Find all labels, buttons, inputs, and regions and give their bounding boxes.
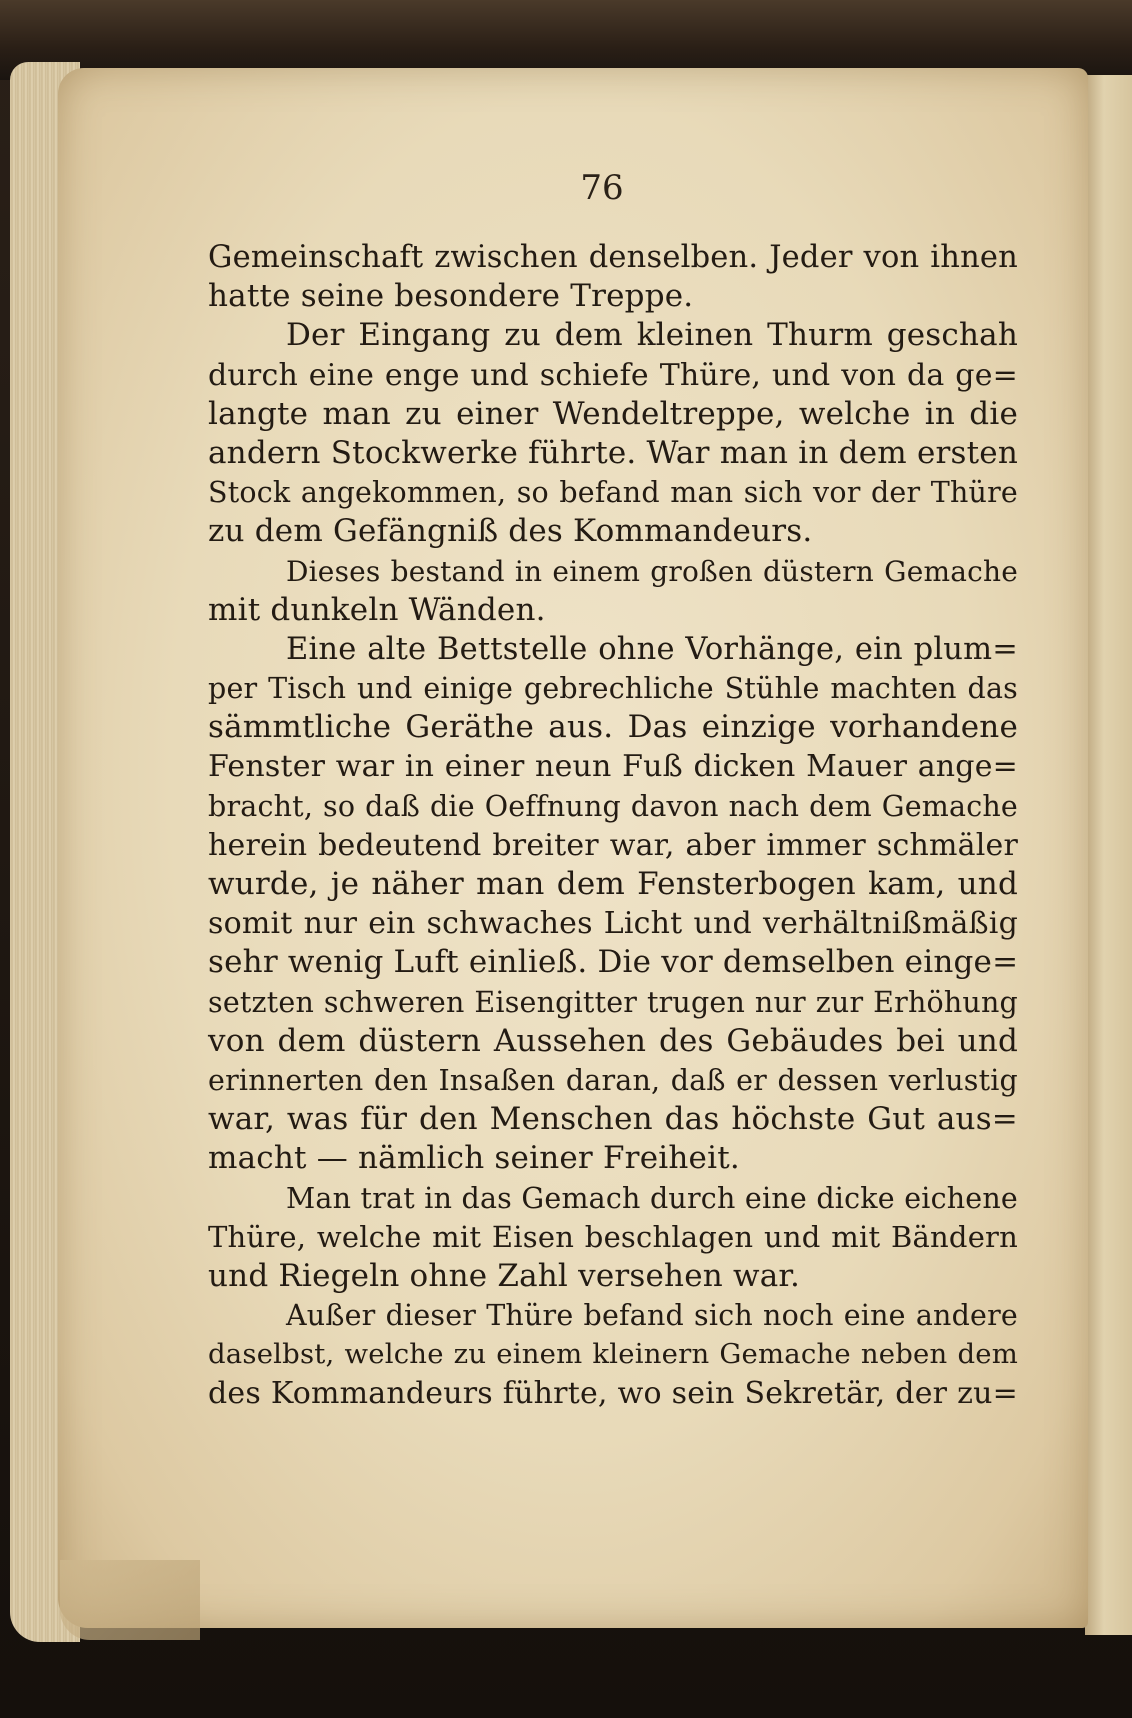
text-line: wurde, je näher man dem Fensterbogen kam, und <box>208 866 1018 902</box>
text-line: per Tisch und einige gebrechliche Stühle machten das <box>208 672 1018 706</box>
facing-page-edge <box>1085 75 1132 1635</box>
text-line: Der Eingang zu dem kleinen Thurm geschah <box>286 317 1018 354</box>
text-line: war, was für den Menschen das höchste Gut aus= <box>208 1101 1018 1138</box>
text-line: herein bedeutend breiter war, aber immer schmäler <box>208 827 1018 863</box>
text-line: sämmtliche Geräthe aus. Das einzige vorhandene <box>208 709 1018 746</box>
page-number: 76 <box>580 168 624 208</box>
text-line: setzten schweren Eisengitter trugen nur zur Erhöhung <box>208 985 1018 1019</box>
page-corner-curl <box>60 1560 200 1640</box>
text-line: somit nur ein schwaches Licht und verhältnißmäßig <box>208 906 1018 942</box>
text-line: Fenster war in einer neun Fuß dicken Mauer ange= <box>208 749 1018 785</box>
text-line: und Riegeln ohne Zahl versehen war. <box>208 1257 801 1294</box>
text-line: zu dem Gefängniß des Kommandeurs. <box>208 513 813 550</box>
text-line: durch eine enge und schiefe Thüre, und von da ge= <box>208 357 1018 393</box>
text-line: Man trat in das Gemach durch eine dicke eichene <box>286 1181 1018 1215</box>
text-line: Thüre, welche mit Eisen beschlagen und mit Bändern <box>208 1219 1018 1254</box>
text-line: erinnerten den Insaßen daran, daß er dessen verlustig <box>208 1063 1018 1097</box>
text-line: andern Stockwerke führte. War man in dem ersten <box>208 434 1018 471</box>
body-text <box>208 238 1018 1414</box>
text-line: hatte seine besondere Treppe. <box>208 278 694 315</box>
text-line: Gemeinschaft zwischen denselben. Jeder von ihnen <box>208 240 1018 275</box>
text-line: Außer dieser Thüre befand sich noch eine andere <box>286 1299 1018 1333</box>
text-line: macht — nämlich seiner Freiheit. <box>208 1140 740 1177</box>
text-line: sehr wenig Luft einließ. Die vor demselben einge= <box>208 944 1019 981</box>
text-line: des Kommandeurs führte, wo sein Sekretär, der zu= <box>208 1376 1018 1412</box>
text-line: Stock angekommen, so befand man sich vor der Thüre <box>208 476 1018 510</box>
text-line: von dem düstern Aussehen des Gebäudes bei und <box>208 1022 1018 1059</box>
text-line: daselbst, welche zu einem kleinern Gemache neben dem <box>208 1338 1018 1371</box>
text-line: Eine alte Bettstelle ohne Vorhänge, ein plum= <box>286 631 1018 667</box>
text-line: bracht, so daß die Oeffnung davon nach dem Gemache <box>208 789 1018 823</box>
text-line: mit dunkeln Wänden. <box>208 591 546 628</box>
text-line: Dieses bestand in einem großen düstern Gemache <box>286 554 1018 588</box>
text-line: langte man zu einer Wendeltreppe, welche in die <box>208 395 1018 432</box>
